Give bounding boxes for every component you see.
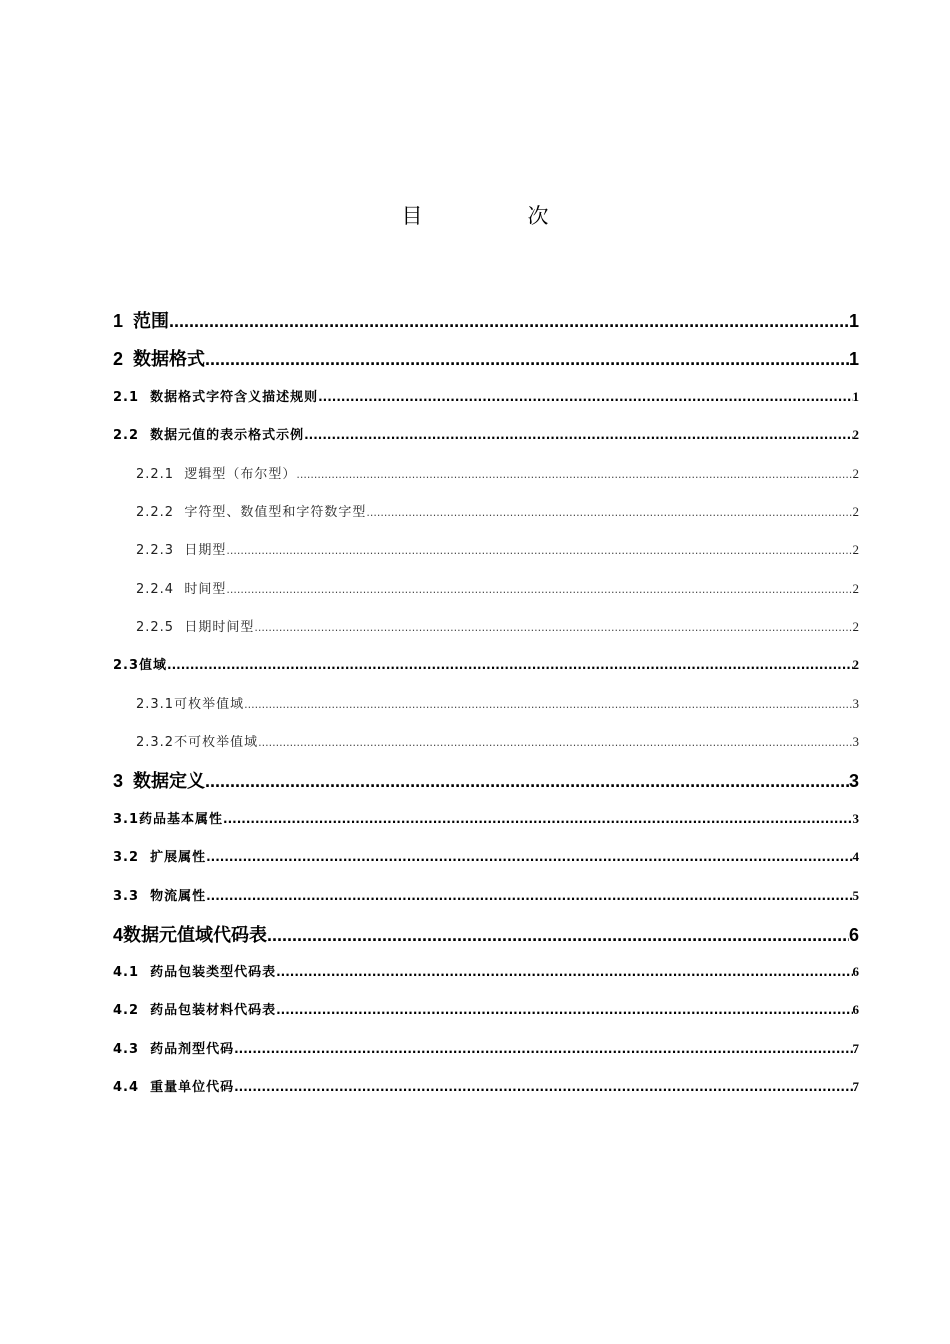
toc-leader-dots	[205, 771, 849, 792]
toc-entry-label: 3.2 扩展属性	[113, 850, 207, 865]
toc-page-number: 2	[852, 581, 859, 596]
toc-entry-label: 3 数据定义	[113, 771, 206, 791]
toc-entry-label: 4.4 重量单位代码	[113, 1080, 235, 1095]
toc-entry-3[interactable]	[0, 767, 950, 793]
toc-leader-dots	[167, 658, 852, 672]
toc-page-number: 3	[852, 696, 859, 711]
toc-page-number: 7	[852, 1079, 859, 1094]
toc-leader-dots	[223, 812, 852, 826]
toc-leader-dots	[318, 390, 852, 404]
toc-entry-label: 1 范围	[113, 311, 170, 331]
toc-entry-label: 3.1药品基本属性	[113, 812, 224, 827]
toc-page-number: 4	[852, 849, 859, 864]
toc-entry-4-2[interactable]	[0, 999, 950, 1018]
toc-entry-label: 2.3.1可枚举值域	[136, 697, 245, 712]
toc-entry-label: 3.3 物流属性	[113, 889, 207, 904]
toc-page-number: 6	[848, 925, 859, 945]
toc-leader-dots	[276, 1003, 852, 1017]
toc-leader-dots	[234, 1080, 852, 1094]
toc-entry-label: 2.2.5 日期时间型	[136, 620, 255, 635]
toc-entry-3-3[interactable]	[0, 885, 950, 904]
toc-entry-2-3-2[interactable]	[0, 731, 950, 750]
toc-entry-2-2-1[interactable]	[0, 463, 950, 482]
toc-leader-dots	[244, 698, 852, 711]
toc-leader-dots	[304, 428, 852, 442]
toc-page-number: 2	[852, 466, 859, 481]
toc-leader-dots	[234, 1042, 852, 1056]
toc-leader-dots	[206, 850, 852, 864]
toc-entry-label: 2.1 数据格式字符含义描述规则	[113, 390, 319, 405]
toc-page-number: 5	[852, 888, 859, 903]
toc-leader-dots	[169, 311, 849, 332]
toc-leader-dots	[296, 468, 852, 481]
toc-entry-label: 2.2.4 时间型	[136, 582, 227, 597]
toc-leader-dots	[254, 621, 852, 634]
toc-entry-2-2-3[interactable]	[0, 539, 950, 558]
toc-entry-label: 2.2.2 字符型、数值型和字符数字型	[136, 505, 367, 520]
toc-page-number: 3	[848, 771, 859, 791]
toc-leader-dots	[258, 736, 852, 749]
toc-page-number: 2	[852, 657, 859, 672]
toc-entry-label: 4.3 药品剂型代码	[113, 1042, 235, 1057]
toc-page-number: 2	[852, 504, 859, 519]
toc-entry-2-3-1[interactable]	[0, 693, 950, 712]
toc-leader-dots	[267, 925, 849, 946]
toc-entry-2-1[interactable]	[0, 386, 950, 405]
toc-page-number: 1	[848, 311, 859, 331]
toc-entry-label: 2 数据格式	[113, 349, 206, 369]
toc-entry-label: 4数据元值域代码表	[113, 925, 268, 945]
toc-entry-4[interactable]	[0, 921, 950, 947]
toc-page-number: 2	[852, 427, 859, 442]
toc-page-number: 3	[852, 811, 859, 826]
toc-page-number: 1	[852, 389, 859, 404]
toc-page-number: 2	[852, 619, 859, 634]
toc-page-number: 3	[852, 734, 859, 749]
toc-entry-4-4[interactable]	[0, 1076, 950, 1095]
toc-entry-label: 2.2.1 逻辑型（布尔型）	[136, 467, 297, 482]
page-title: 目 次	[401, 204, 591, 228]
toc-entry-3-1[interactable]	[0, 808, 950, 827]
toc-page-number: 2	[852, 542, 859, 557]
toc-page-number: 6	[852, 964, 859, 979]
toc-entry-label: 2.3值域	[113, 658, 168, 673]
toc-leader-dots	[276, 965, 852, 979]
toc-entry-2-2-5[interactable]	[0, 616, 950, 635]
toc-leader-dots	[366, 506, 852, 519]
toc-entry-2[interactable]	[0, 345, 950, 371]
toc-entry-label: 2.3.2不可枚举值域	[136, 735, 259, 750]
toc-leader-dots	[206, 889, 852, 903]
toc-leader-dots	[226, 583, 852, 596]
toc-entry-2-2-2[interactable]	[0, 501, 950, 520]
toc-entry-label: 4.1 药品包装类型代码表	[113, 965, 277, 980]
toc-entry-label: 2.2.3 日期型	[136, 543, 227, 558]
toc-leader-dots	[226, 544, 852, 557]
toc-entry-4-3[interactable]	[0, 1038, 950, 1057]
toc-entry-3-2[interactable]	[0, 846, 950, 865]
toc-entry-2-3[interactable]	[0, 654, 950, 673]
toc-page-number: 7	[852, 1041, 859, 1056]
toc-entry-4-1[interactable]	[0, 961, 950, 980]
toc-entry-2-2[interactable]	[0, 424, 950, 443]
toc-leader-dots	[205, 349, 849, 370]
toc-entry-label: 2.2 数据元值的表示格式示例	[113, 428, 305, 443]
toc-entry-label: 4.2 药品包装材料代码表	[113, 1003, 277, 1018]
toc-page-number: 1	[848, 349, 859, 369]
toc-entry-1[interactable]	[0, 307, 950, 333]
toc-entry-2-2-4[interactable]	[0, 578, 950, 597]
toc-page-number: 6	[852, 1002, 859, 1017]
